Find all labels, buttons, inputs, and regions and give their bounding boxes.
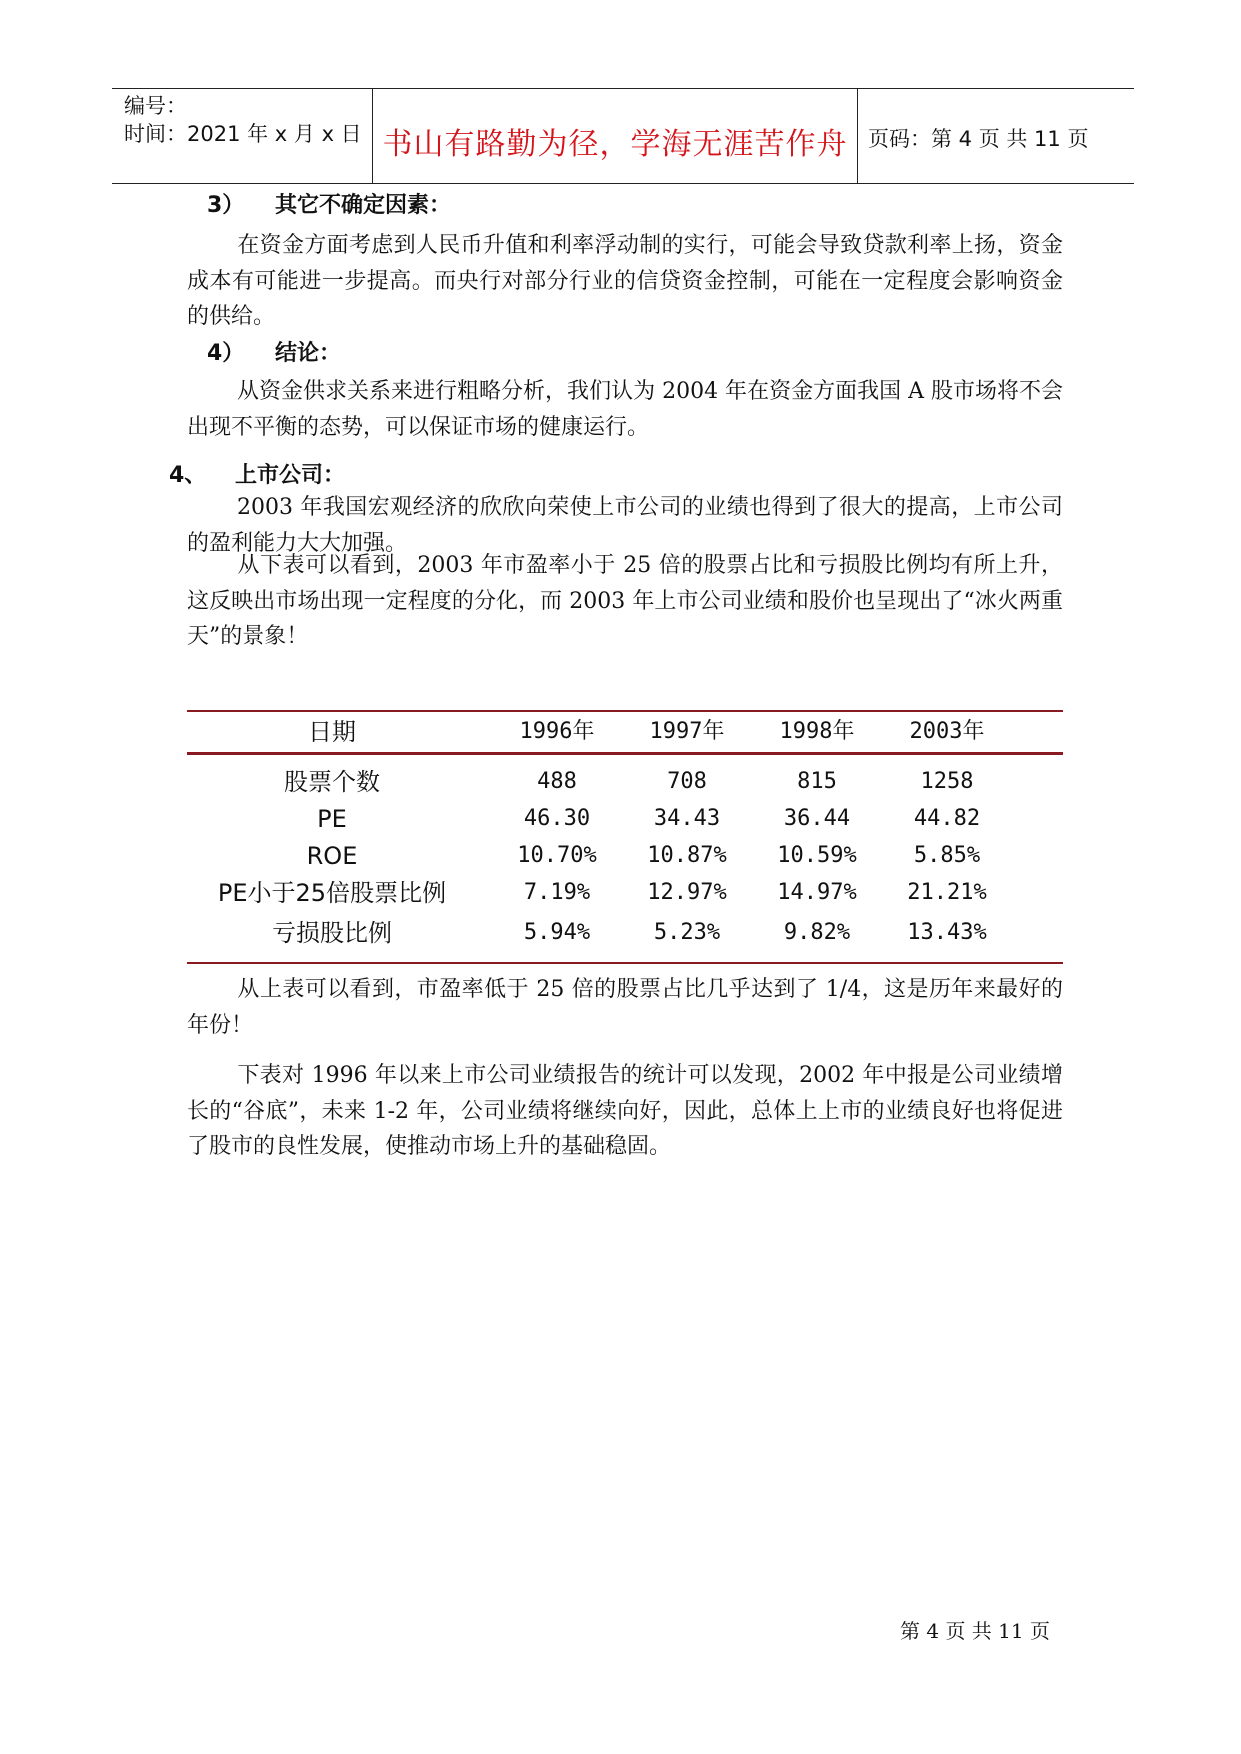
table-header-cell: 日期 <box>308 718 356 746</box>
table-row <box>187 913 1063 953</box>
table-header-row <box>187 712 1063 752</box>
section-4-text: 从资金供求关系来进行粗略分析，我们认为 2004 年在资金方面我国 A 股市场将不会出现不平衡的态势，可以保证市场的健康运行。 <box>187 379 1063 440</box>
table-cell: 10.87% <box>647 843 727 868</box>
table-cell: 708 <box>667 769 707 794</box>
heading-4-title: 上市公司： <box>235 463 346 488</box>
table-row <box>187 799 1063 839</box>
section-3-paragraph <box>187 228 1063 335</box>
table-cell: 7.19% <box>523 880 591 905</box>
page-footer: 第 4 页 共 11 页 <box>900 1619 1050 1643</box>
header-motto: 书山有路勤为径，学海无涯苦作舟 <box>382 127 848 162</box>
header-pager <box>856 89 1134 183</box>
table-cell: 10.59% <box>777 843 857 868</box>
table-cell: 36.44 <box>783 806 851 831</box>
document-date-label: 时间：2021 年 x 月 x 日 <box>124 122 362 146</box>
table-cell: 5.85% <box>913 843 981 868</box>
table-cell: 10.70% <box>517 843 597 868</box>
page-header <box>112 88 1134 184</box>
table-header-cell: 1997年 <box>649 719 725 744</box>
table-header-cell: 1998年 <box>779 719 855 744</box>
table-row-label: 股票个数 <box>284 768 380 796</box>
section-3-number: 3） <box>207 193 245 218</box>
header-meta <box>112 89 372 183</box>
paragraph-2-text: 从下表可以看到，2003 年市盈率小于 25 倍的股票占比和亏损股比例均有所上升，这反映出市场出现一定程度的分化，而 2003 年上市公司业绩和股价也呈现出了“冰火两重天”的景象！ <box>187 553 1063 649</box>
paragraph-3-text: 从上表可以看到，市盈率低于 25 倍的股票占比几乎达到了 1/4，这是历年来最好的年份！ <box>187 977 1063 1038</box>
table-cell: 5.23% <box>653 920 721 945</box>
paragraph-1-text: 2003 年我国宏观经济的欣欣向荣使上市公司的业绩也得到了很大的提高，上市公司的盈利能力大大加强。 <box>187 495 1063 556</box>
table-cell: 13.43% <box>907 920 987 945</box>
table-cell: 488 <box>537 769 577 794</box>
table-bottom-rule <box>187 962 1063 964</box>
section-4-number: 4） <box>207 341 245 366</box>
section-4-paragraph <box>187 374 1063 445</box>
table-cell: 44.82 <box>913 806 981 831</box>
section-4-title: 结论： <box>275 341 342 366</box>
table-cell: 1258 <box>920 769 974 794</box>
table-row <box>187 762 1063 802</box>
document-number-label: 编号： <box>124 94 187 118</box>
table-row-label: ROE <box>306 842 358 870</box>
table-cell: 9.82% <box>783 920 851 945</box>
data-table <box>187 710 1063 964</box>
header-page-label: 页码：第 4 页 共 11 页 <box>868 127 1089 151</box>
table-row <box>187 836 1063 876</box>
table-row-label: 亏损股比例 <box>272 919 392 947</box>
table-row <box>187 873 1063 913</box>
section-3-title: 其它不确定因素： <box>275 193 452 218</box>
table-row-label: PE小于25倍股票比例 <box>217 879 447 907</box>
table-cell: 14.97% <box>777 880 857 905</box>
table-cell: 815 <box>797 769 837 794</box>
table-cell: 5.94% <box>523 920 591 945</box>
table-header-rule <box>187 752 1063 755</box>
table-cell: 21.21% <box>907 880 987 905</box>
table-header-cell: 2003年 <box>909 719 985 744</box>
paragraph-4 <box>187 1058 1063 1165</box>
paragraph-2 <box>187 548 1063 655</box>
table-cell: 46.30 <box>523 806 591 831</box>
table-cell: 12.97% <box>647 880 727 905</box>
heading-4-number: 4、 <box>169 463 207 488</box>
section-3-text: 在资金方面考虑到人民币升值和利率浮动制的实行，可能会导致贷款利率上扬，资金成本有可能进一步提高。而央行对部分行业的信贷资金控制，可能在一定程度会影响资金的供给。 <box>187 233 1063 329</box>
paragraph-3 <box>187 972 1063 1043</box>
table-row-label: PE <box>317 805 347 833</box>
table-cell: 34.43 <box>653 806 721 831</box>
header-motto-cell <box>372 89 858 183</box>
paragraph-4-text: 下表对 1996 年以来上市公司业绩报告的统计可以发现，2002 年中报是公司业绩增长的“谷底”，未来 1-2 年，公司业绩将继续向好，因此，总体上上市的业绩良好也将促进了股市的良性发展，使推动市场上升的基础稳固。 <box>187 1063 1063 1159</box>
table-header-cell: 1996年 <box>519 719 595 744</box>
